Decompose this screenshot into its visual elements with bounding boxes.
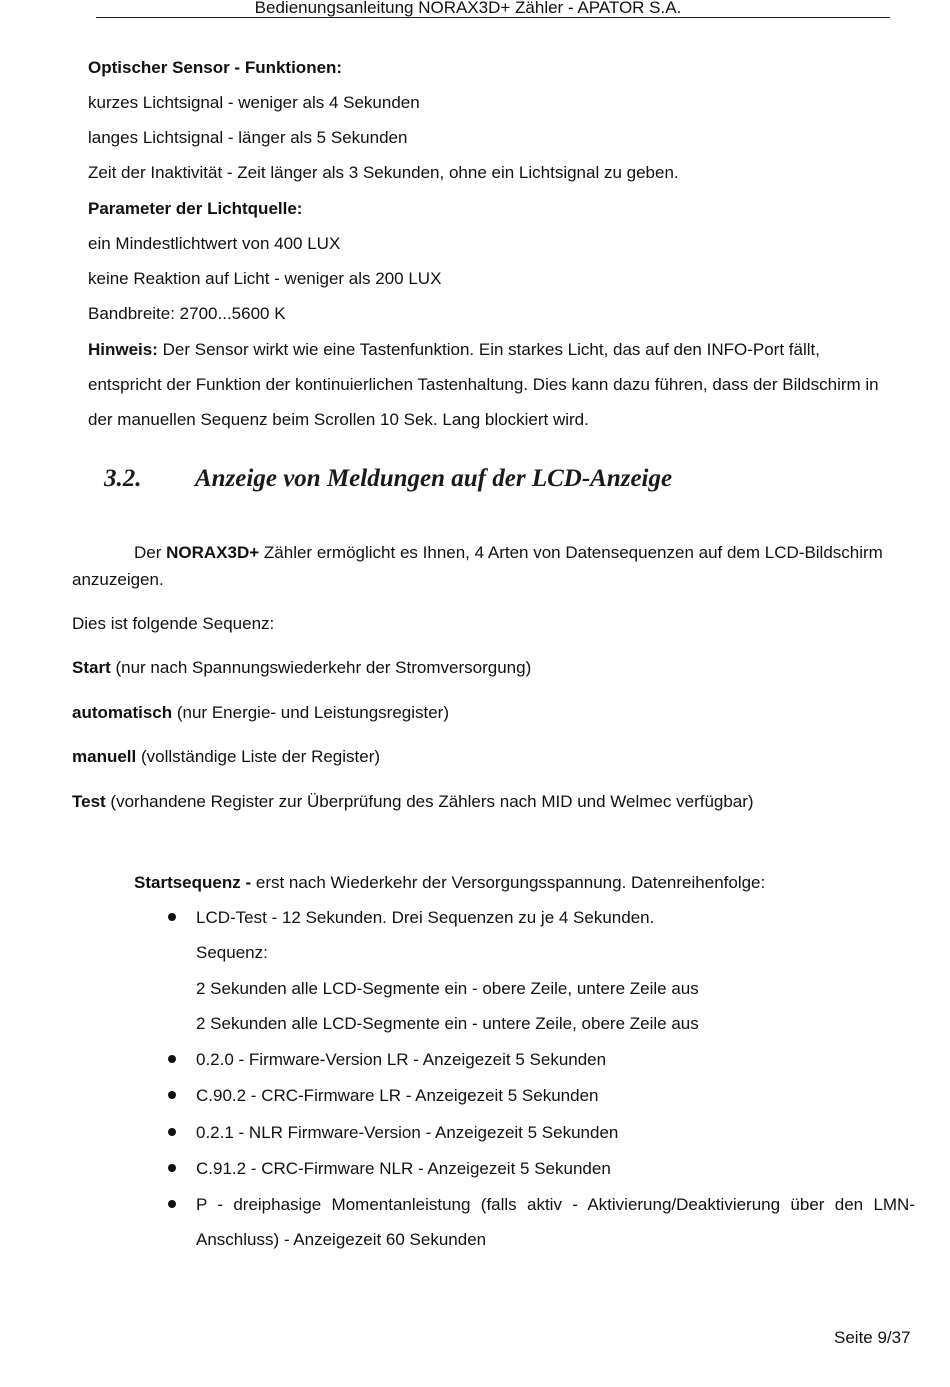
note-line: der manuellen Sequenz beim Scrollen 10 Sek. Lang blockiert wird.	[88, 410, 589, 429]
intro-following: Dies ist folgende Sequenz:	[72, 614, 275, 633]
sequence-item	[72, 658, 531, 678]
sequence-name: automatisch	[72, 703, 173, 722]
list-item: 0.2.1 - NLR Firmware-Version - Anzeigezeit 5 Sekunden	[196, 1123, 619, 1142]
light-line: Bandbreite: 2700...5600 K	[88, 304, 286, 323]
section-number: 3.2.	[104, 465, 142, 492]
list-item: C.91.2 - CRC-Firmware NLR - Anzeigezeit 5 Sekunden	[196, 1159, 611, 1178]
bullet-icon	[168, 1164, 176, 1172]
startseq-text: erst nach Wiederkehr der Versorgungsspannung. Datenreihenfolge:	[251, 873, 766, 892]
sequence-item	[72, 792, 754, 812]
optical-line: Zeit der Inaktivität - Zeit länger als 3 Sekunden, ohne ein Lichtsignal zu geben.	[88, 163, 679, 182]
sequence-item	[72, 747, 380, 767]
intro-line	[134, 543, 883, 563]
sequence-item	[72, 703, 449, 723]
bullet-icon	[168, 1091, 176, 1099]
intro-rest: Zähler ermöglicht es Ihnen, 4 Arten von Datensequenzen auf dem LCD-Bildschirm	[259, 543, 883, 562]
optical-heading	[88, 58, 342, 78]
bullet-icon	[168, 913, 176, 921]
list-item-cont: Anschluss) - Anzeigezeit 60 Sekunden	[196, 1230, 487, 1249]
note-line: entspricht der Funktion der kontinuierlichen Tastenhaltung. Dies kann dazu führen, dass der Bildschirm in	[88, 375, 879, 394]
sequence-name: manuell	[72, 747, 137, 766]
light-line: ein Mindestlichtwert von 400 LUX	[88, 234, 341, 253]
optical-line: langes Lichtsignal - länger als 5 Sekunden	[88, 128, 408, 147]
list-item: 0.2.0 - Firmware-Version LR - Anzeigezeit 5 Sekunden	[196, 1050, 607, 1069]
note-text: Der Sensor wirkt wie eine Tastenfunktion. Ein starkes Licht, das auf den INFO-Port fällt,	[157, 340, 820, 359]
brand-name: NORAX3D+	[166, 543, 260, 562]
header-title: Bedienungsanleitung NORAX3D+ Zähler - APATOR S.A.	[254, 0, 682, 17]
startseq-label: Startsequenz -	[134, 873, 252, 892]
list-item-sub: 2 Sekunden alle LCD-Segmente ein - untere Zeile, obere Zeile aus	[196, 1014, 699, 1033]
page-header	[96, 0, 890, 18]
list-item-sub: Sequenz:	[196, 943, 268, 962]
light-heading-text: Parameter der Lichtquelle:	[88, 199, 303, 218]
page-number: Seite 9/37	[834, 1328, 911, 1347]
bullet-icon	[168, 1200, 176, 1208]
light-heading	[88, 199, 302, 219]
startseq-line	[134, 873, 765, 893]
intro-prefix: Der	[134, 543, 167, 562]
sequence-name: Test	[72, 792, 106, 811]
sequence-name: Start	[72, 658, 111, 677]
note-label: Hinweis:	[88, 340, 158, 359]
list-item-sub: 2 Sekunden alle LCD-Segmente ein - obere Zeile, untere Zeile aus	[196, 979, 699, 998]
list-item: C.90.2 - CRC-Firmware LR - Anzeigezeit 5 Sekunden	[196, 1086, 599, 1105]
list-item: P - dreiphasige Momentanleistung (falls aktiv - Aktivierung/Deaktivierung über den LMN-	[196, 1195, 915, 1214]
optical-heading-text: Optischer Sensor - Funktionen:	[88, 58, 343, 77]
section-title: Anzeige von Meldungen auf der LCD-Anzeige	[195, 465, 673, 492]
sequence-desc: (nur Energie- und Leistungsregister)	[172, 703, 450, 722]
sequence-desc: (vollständige Liste der Register)	[136, 747, 381, 766]
bullet-icon	[168, 1055, 176, 1063]
sequence-desc: (vorhandene Register zur Überprüfung des Zählers nach MID und Welmec verfügbar)	[105, 792, 754, 811]
note-line	[88, 340, 820, 360]
optical-line: kurzes Lichtsignal - weniger als 4 Sekunden	[88, 93, 420, 112]
list-item: LCD-Test - 12 Sekunden. Drei Sequenzen zu je 4 Sekunden.	[196, 908, 655, 927]
intro-line-2: anzuzeigen.	[72, 570, 164, 589]
sequence-desc: (nur nach Spannungswiederkehr der Stromversorgung)	[110, 658, 532, 677]
bullet-icon	[168, 1128, 176, 1136]
light-line: keine Reaktion auf Licht - weniger als 200 LUX	[88, 269, 442, 288]
